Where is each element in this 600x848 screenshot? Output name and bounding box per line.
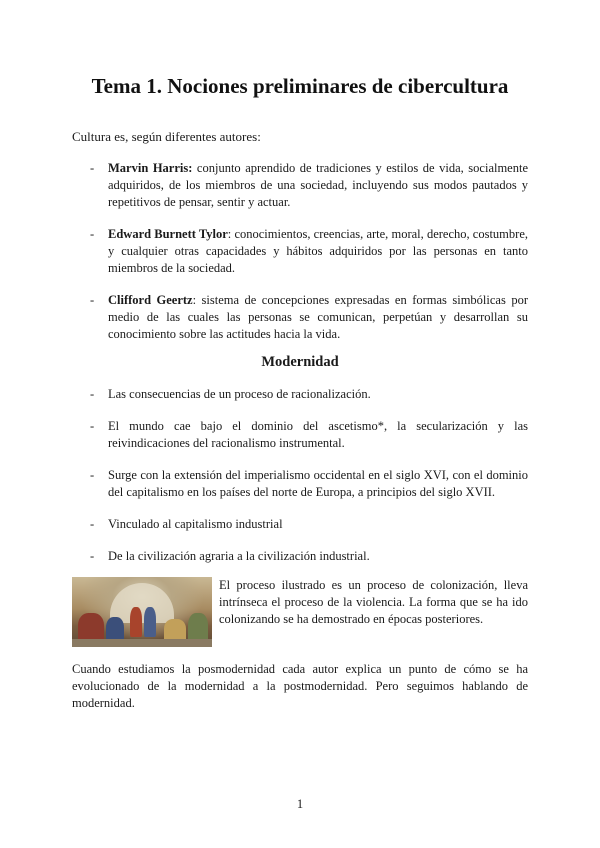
list-item [72, 467, 528, 501]
bullet-dash: - [90, 293, 95, 307]
list-item [72, 160, 528, 211]
author-name: Clifford Geertz [108, 293, 193, 307]
list-item [72, 292, 528, 343]
intro-text: Cultura es, según diferentes autores: [72, 129, 261, 144]
modernity-list [72, 386, 528, 580]
author-name: Marvin Harris: [108, 161, 193, 175]
definition-text: conjunto aprendido de tradiciones y estilos de vida, socialmente adquiridos, de los miembros de una sociedad, incluyendo sus modos pautados y repetitivos de pensar, sentir y actuar. [108, 161, 529, 209]
closing-paragraph: Cuando estudiamos la posmodernidad cada autor explica un punto de cómo se ha evolucionado de la modernidad a la postmodernidad. Pero seguimos hablando de modernidad. [72, 662, 528, 710]
list-item [72, 516, 528, 533]
bullet-dash: - [90, 517, 95, 531]
definition-text: : conocimientos, creencias, arte, moral, derecho, costumbre, y cualquier otras capacidades y hábitos adquiridos por las personas en tanto miembros de la sociedad. [108, 227, 528, 275]
page-title: Tema 1. Nociones preliminares de cibercultura [91, 74, 509, 98]
school-of-athens-painting [72, 577, 212, 647]
definition-text: : sistema de concepciones expresadas en formas simbólicas por medio de las cuales las personas se comunican, perpetúan y desarrollan su conocimiento sobre las actitudes hacia la vida. [108, 293, 528, 341]
list-item [72, 548, 528, 565]
list-item-text: El mundo cae bajo el dominio del ascetismo*, la secularización y las reivindicaciones del racionalismo instrumental. [108, 419, 528, 450]
bullet-dash: - [90, 549, 95, 563]
painting-floor [72, 639, 212, 647]
bullet-dash: - [90, 419, 95, 433]
definitions-list [72, 160, 528, 358]
list-item [72, 418, 528, 452]
list-item-text: Las consecuencias de un proceso de racionalización. [108, 387, 371, 401]
painting-figure [130, 607, 142, 637]
painting-figure [144, 607, 156, 637]
list-item-text: Vinculado al capitalismo industrial [108, 517, 283, 531]
list-item-text: De la civilización agraria a la civilización industrial. [108, 549, 370, 563]
author-name: Edward Burnett Tylor [108, 227, 228, 241]
list-item [72, 226, 528, 277]
illustrated-paragraph: El proceso ilustrado es un proceso de colonización, lleva intrínseca el proceso de la violencia. La forma que se ha ido colonizando se ha demostrado en épocas posteriores. [219, 578, 528, 626]
bullet-dash: - [90, 227, 95, 241]
list-item-text: Surge con la extensión del imperialismo occidental en el siglo XVI, con el dominio del capitalismo en los países del norte de Europa, a principios del siglo XVII. [108, 468, 528, 499]
bullet-dash: - [90, 468, 95, 482]
section-heading-modernidad: Modernidad [261, 354, 339, 370]
bullet-dash: - [90, 161, 95, 175]
list-item [72, 386, 528, 403]
bullet-dash: - [90, 387, 95, 401]
page-number: 1 [296, 797, 304, 811]
